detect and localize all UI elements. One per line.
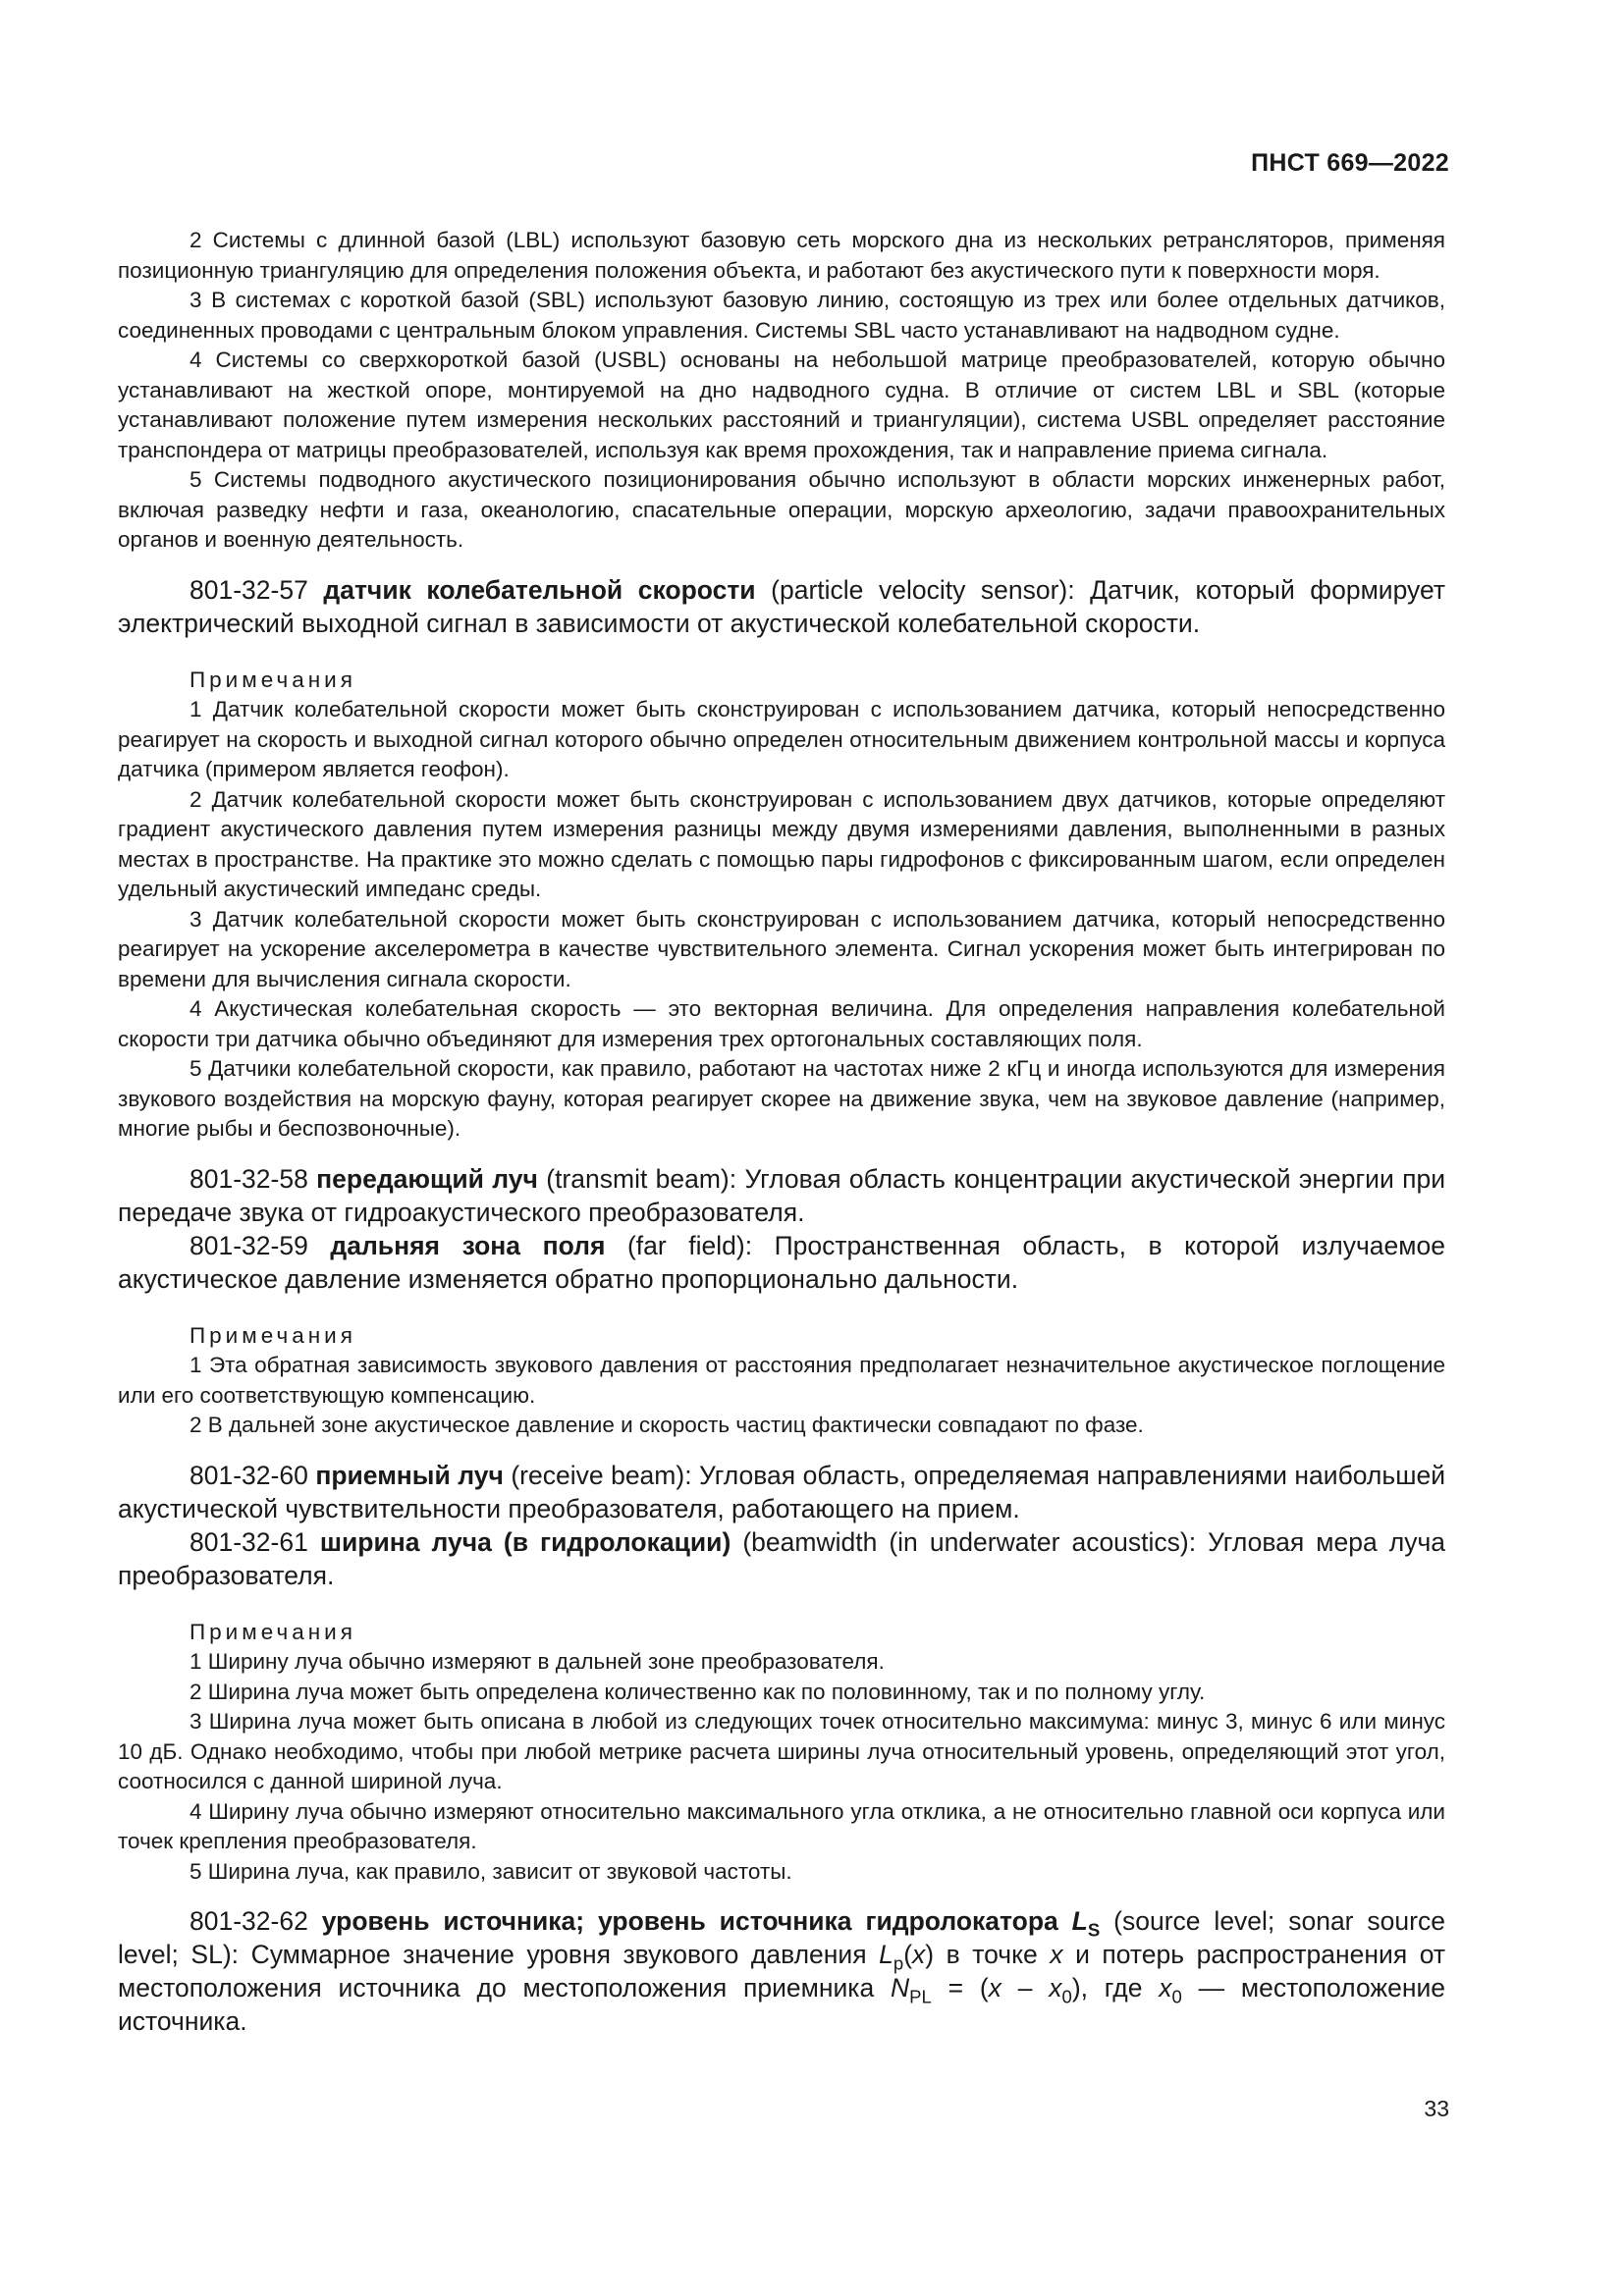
document-standard-number: ПНСТ 669—2022	[1251, 149, 1449, 177]
symbol-lp: L	[879, 1940, 893, 1969]
symbol-x: x	[1050, 1940, 1063, 1969]
term-definition: (far field): Пространственная область, в которой излучаемое акустическое давление изменяется обратно пропорционально дальности.	[118, 1230, 1445, 1294]
term-name: приемный луч	[315, 1460, 504, 1490]
symbol-subscript: 0	[1061, 1986, 1072, 2007]
term-number: 801-32-60	[189, 1460, 308, 1490]
term-801-32-61	[118, 1525, 1445, 1592]
note-item: 4 Ширину луча обычно измеряют относительно максимального угла отклика, а не относительно главной оси корпуса или точек крепления преобразователя.	[118, 1798, 1445, 1853]
term-name: ширина луча (в гидролокации)	[319, 1526, 731, 1557]
note-item: 1 Датчик колебательной скорости может быть сконструирован с использованием датчика, который непосредственно реагирует на скорость и выходной сигнал которого обычно определен относительным движением контрольной массы и корпуса датчика (примером является геофон).	[118, 697, 1445, 781]
symbol-subscript: 0	[1171, 1986, 1182, 2007]
note-item: 5 Датчики колебательной скорости, как правило, работают на частотах ниже 2 кГц и иногда используются для измерения звукового воздействия на морскую фауну, которая реагирует скорее на движение звука, чем на звуковое давление (например, многие рыбы и беспозвоночные).	[118, 1056, 1445, 1141]
note-item: 3 Ширина луча может быть описана в любой из следующих точек относительно максимума: минус 3, минус 6 или минус 10 дБ. Однако необходимо, чтобы при любой метрике расчета ширины луча относительный уровень, определяющий этот угол, соотносился с данной шириной луча.	[118, 1709, 1445, 1793]
term-801-32-58	[118, 1162, 1445, 1229]
note-item: 2 Датчик колебательной скорости может быть сконструирован с использованием двух датчиков, которые определяют градиент акустического давления путем измерения разницы между двумя измерениями давления, выполненными в разных местах в пространстве. На практике это можно сделать с помощью пары гидрофонов с фиксированным шагом, если определен удельный акустический импеданс среды.	[118, 786, 1445, 901]
term-number: 801-32-57	[189, 574, 308, 605]
term-definition: (transmit beam): Угловая область концентрации акустической энергии при передаче звука от гидроакустического преобразователя.	[118, 1163, 1446, 1227]
symbol-x0: x	[1159, 1973, 1172, 2002]
term-number: 801-32-59	[189, 1230, 308, 1260]
note-2-lbl: 2 Системы с длинной базой (LBL) используют базовую сеть морского дна из нескольких ретрансляторов, применяя позиционную триангуляцию для определения положения объекта, и работают без акустического пути к поверхности моря.	[118, 228, 1445, 283]
note-item: 2 Ширина луча может быть определена количественно как по половинному, так и по полному углу.	[189, 1679, 1206, 1704]
term-definition: (receive beam): Угловая область, определяемая направлениями наибольшей акустической чувствительности преобразователя, работающего на прием.	[118, 1460, 1446, 1523]
note-5-applications: 5 Системы подводного акустического позиционирования обычно используют в области морских инженерных работ, включая разведку нефти и газа, океанологию, спасательные операции, морскую археологию, задачи правоохранительных органов и военную деятельность.	[118, 467, 1445, 552]
note-item: 5 Ширина луча, как правило, зависит от звуковой частоты.	[189, 1858, 792, 1884]
symbol-npl: N	[891, 1973, 910, 2002]
note-item: 1 Эта обратная зависимость звукового давления от расстояния предполагает незначительное акустическое поглощение или его соответствующую компенсацию.	[118, 1353, 1445, 1408]
term-801-32-62	[118, 1904, 1445, 2038]
term-definition: (particle velocity sensor): Датчик, который формирует электрический выходной сигнал в зависимости от акустической колебательной скорости.	[118, 574, 1445, 638]
page-body	[118, 226, 1445, 2038]
note-item: 2 В дальней зоне акустическое давление и скорость частиц фактически совпадают по фазе.	[189, 1413, 1144, 1437]
symbol-ls: L	[1071, 1906, 1088, 1936]
text-run: –	[1001, 1973, 1050, 2002]
term-name: передающий луч	[316, 1163, 538, 1194]
symbol-subscript: S	[1087, 1919, 1101, 1941]
symbol-subscript: p	[893, 1952, 904, 1974]
notes-heading: Примечания	[189, 1619, 356, 1644]
term-801-32-59	[118, 1229, 1445, 1296]
note-item: 4 Акустическая колебательная скорость — это векторная величина. Для определения направления колебательной скорости три датчика обычно объединяют для измерения трех ортогональных составляющих поля.	[118, 996, 1445, 1051]
term-number: 801-32-61	[189, 1526, 308, 1557]
note-item: 3 Датчик колебательной скорости может быть сконструирован с использованием датчика, который непосредственно реагирует на ускорение акселерометра в качестве чувствительного элемента. Сигнал ускорения может быть интегрирован по времени для вычисления сигнала скорости.	[118, 906, 1445, 991]
text-run: (	[903, 1940, 913, 1969]
term-number: 801-32-62	[189, 1906, 308, 1936]
symbol-x0: x	[1049, 1973, 1062, 2002]
text-run: — местоположение источника.	[118, 1973, 1446, 2036]
text-run: = (	[931, 1973, 989, 2002]
term-definition: (source level; sonar source level; SL): Суммарное значение уровня звукового давления	[118, 1906, 1445, 1969]
note-3-sbl: 3 В системах с короткой базой (SBL) используют базовую линию, состоящую из трех или более отдельных датчиков, соединенных проводами с центральным блоком управления. Системы SBL часто устанавливают на надводном судне.	[118, 288, 1445, 343]
term-definition: (beamwidth (in underwater acoustics): Угловая мера луча преобразователя.	[118, 1526, 1445, 1590]
term-name: дальняя зона поля	[330, 1230, 606, 1260]
term-name: датчик колебательной скорости	[323, 574, 756, 605]
notes-heading: Примечания	[189, 1322, 356, 1348]
note-4-usbl: 4 Системы со сверхкороткой базой (USBL) основаны на небольшой матрице преобразователей, которую обычно устанавливают на жесткой опоре, монтируемой на дно надводного судна. В отличие от систем LBL и SBL (которые устанавливают положение путем измерения нескольких расстояний и триангуляции), система USBL определяет расстояние транспондера от матрицы преобразователей, используя как время прохождения, так и направление приема сигнала.	[118, 347, 1445, 462]
term-801-32-60	[118, 1459, 1445, 1525]
term-number: 801-32-58	[189, 1163, 308, 1194]
page-number: 33	[1424, 2096, 1449, 2121]
text-run: ) в точке	[925, 1940, 1051, 1969]
note-item: 1 Ширину луча обычно измеряют в дальней зоне преобразователя.	[189, 1649, 885, 1674]
notes-heading: Примечания	[189, 667, 356, 692]
symbol-x: x	[988, 1973, 1001, 2002]
symbol-x: x	[912, 1940, 926, 1969]
term-801-32-57	[118, 573, 1445, 640]
symbol-subscript: PL	[909, 1986, 932, 2007]
term-name: уровень источника; уровень источника гидролокатора	[321, 1906, 1058, 1936]
text-run: и потерь распространения от местоположения источника до местоположения приемника	[118, 1940, 1446, 2002]
text-run: ), где	[1071, 1973, 1160, 2002]
